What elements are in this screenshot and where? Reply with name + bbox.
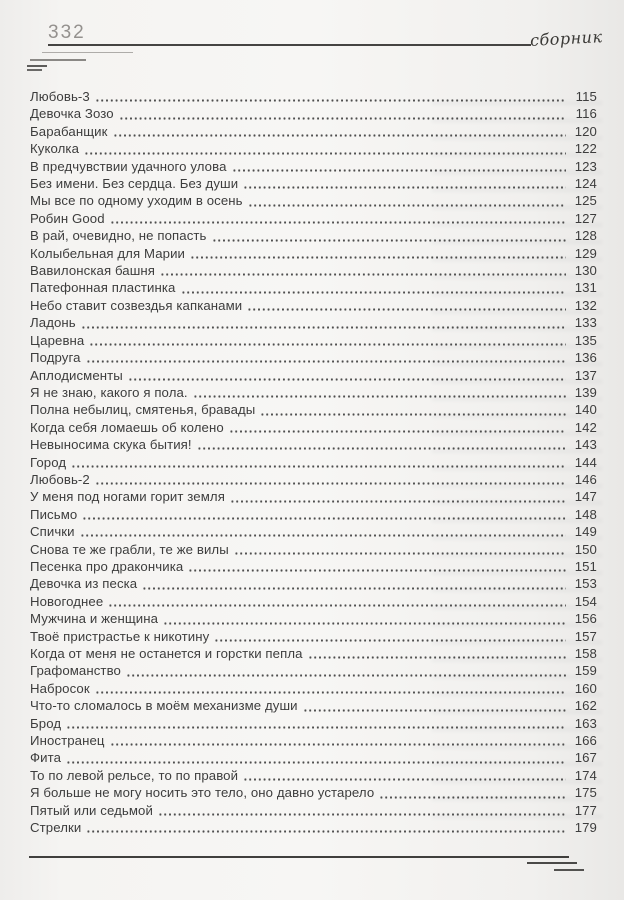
dot-leader: [247, 297, 566, 314]
toc-entry-page: 154: [574, 593, 597, 609]
toc-row: [30, 262, 597, 279]
dot-leader: [119, 105, 566, 122]
dot-leader: [71, 454, 566, 471]
toc-row: [30, 541, 597, 558]
toc-entry-page: 133: [574, 315, 597, 331]
toc-entry-title: Твоё пристрастье к никотину: [30, 628, 210, 644]
toc-row: [30, 140, 597, 157]
dot-leader: [84, 140, 566, 157]
toc-row: [30, 332, 597, 349]
toc-row: [30, 454, 597, 471]
toc-entry-page: 139: [574, 384, 597, 400]
dot-leader: [163, 610, 566, 627]
toc-entry-page: 151: [574, 558, 597, 574]
toc-entry-title: Подруга: [30, 350, 81, 366]
toc-entry-title: Ладонь: [30, 315, 76, 331]
dot-leader: [188, 558, 566, 575]
toc-entry-page: 177: [574, 802, 597, 818]
toc-entry-page: 130: [574, 263, 597, 279]
toc-row: [30, 819, 597, 836]
dot-leader: [95, 88, 566, 105]
footer-flourish-line-3: [554, 869, 584, 871]
toc-entry-page: 157: [574, 628, 597, 644]
toc-row: [30, 610, 597, 627]
toc-row: [30, 662, 597, 679]
toc-entry-page: 128: [574, 228, 597, 244]
dot-leader: [110, 210, 566, 227]
toc-entry-page: 120: [574, 123, 597, 139]
dot-leader: [142, 575, 566, 592]
toc-entry-title: Набросок: [30, 680, 90, 696]
toc-row: [30, 749, 597, 766]
toc-entry-title: Новогоднее: [30, 593, 104, 609]
toc-entry-title: Вавилонская башня: [30, 263, 156, 279]
header-rule: [48, 44, 531, 46]
toc-entry-page: 179: [574, 820, 597, 836]
toc-entry-page: 132: [574, 297, 597, 313]
toc-entry-page: 135: [574, 332, 597, 348]
toc-entry-title: Девочка Зозо: [30, 106, 114, 122]
dot-leader: [234, 541, 566, 558]
dot-leader: [197, 436, 566, 453]
toc-entry-page: 167: [574, 750, 597, 766]
dot-leader: [113, 123, 566, 140]
dot-leader: [108, 593, 566, 610]
dot-leader: [308, 645, 566, 662]
toc-row: [30, 471, 597, 488]
toc-row: [30, 628, 597, 645]
toc-row: [30, 279, 597, 296]
toc-row: [30, 192, 597, 209]
toc-entry-title: Небо ставит созвездья капканами: [30, 297, 243, 313]
toc-row: [30, 436, 597, 453]
toc-row: [30, 105, 597, 122]
running-title: сборник: [529, 27, 603, 50]
toc-entry-title: Барабанщик: [30, 123, 108, 139]
toc-row: [30, 314, 597, 331]
toc-entry-title: Пятый или седьмой: [30, 802, 153, 818]
toc-entry-title: Песенка про дракончика: [30, 558, 184, 574]
toc-entry-page: 144: [574, 454, 597, 470]
dot-leader: [243, 175, 566, 192]
toc-entry-title: Город: [30, 454, 67, 470]
dot-leader: [190, 245, 566, 262]
header-flourish-dash-1: [27, 65, 47, 67]
toc-entry-page: 124: [574, 176, 597, 192]
dot-leader: [86, 819, 566, 836]
toc-entry-title: Полна небылиц, смятенья, бравады: [30, 402, 256, 418]
toc-entry-title: Царевна: [30, 332, 85, 348]
toc-row: [30, 732, 597, 749]
toc-row: [30, 384, 597, 401]
toc-entry-page: 143: [574, 437, 597, 453]
dot-leader: [81, 314, 566, 331]
toc-entry-page: 153: [574, 576, 597, 592]
dot-leader: [379, 784, 566, 801]
dot-leader: [212, 227, 566, 244]
dot-leader: [95, 680, 566, 697]
toc-row: [30, 158, 597, 175]
dot-leader: [248, 192, 566, 209]
toc-row: [30, 802, 597, 819]
dot-leader: [110, 732, 566, 749]
footer-flourish-line-1: [29, 856, 569, 858]
page-number: 332: [48, 22, 86, 43]
toc-entry-page: 115: [575, 89, 597, 104]
toc-row: [30, 645, 597, 662]
toc-entry-title: То по левой рельсе, то по правой: [30, 767, 239, 783]
dot-leader: [232, 158, 566, 175]
toc-entry-title: Невыносима скука бытия!: [30, 437, 192, 453]
header-flourish-line-1: [42, 52, 133, 53]
dot-leader: [82, 506, 566, 523]
toc-row: [30, 210, 597, 227]
toc-row: [30, 123, 597, 140]
toc-entry-page: 136: [574, 350, 597, 366]
toc-entry-title: Мы все по одному уходим в осень: [30, 193, 243, 209]
dot-leader: [193, 384, 566, 401]
dot-leader: [243, 767, 566, 784]
dot-leader: [260, 401, 566, 418]
toc-entry-title: Стрелки: [30, 820, 82, 836]
toc-entry-page: 142: [574, 419, 597, 435]
dot-leader: [229, 419, 566, 436]
dot-leader: [303, 697, 566, 714]
dot-leader: [80, 523, 566, 540]
toc-row: [30, 245, 597, 262]
toc-entry-page: 137: [574, 367, 597, 383]
toc-row: [30, 715, 597, 732]
toc-row: [30, 593, 597, 610]
toc-row: [30, 680, 597, 697]
toc-entry-title: Я не знаю, какого я пола.: [30, 384, 188, 400]
toc-entry-title: Письмо: [30, 506, 78, 522]
toc-entry-title: Спички: [30, 524, 75, 540]
toc-entry-title: Робин Good: [30, 210, 105, 226]
toc-entry-page: 159: [574, 663, 597, 679]
dot-leader: [181, 279, 567, 296]
dot-leader: [158, 802, 566, 819]
toc-entry-page: 125: [574, 193, 597, 209]
toc-row: [30, 767, 597, 784]
toc-entry-title: Брод: [30, 715, 62, 731]
toc-entry-title: Аплодисменты: [30, 367, 123, 383]
toc-entry-title: В предчувствии удачного улова: [30, 158, 227, 174]
dot-leader: [214, 628, 566, 645]
toc-entry-title: Патефонная пластинка: [30, 280, 176, 296]
toc-entry-title: Я больше не могу носить это тело, оно давно устарело: [30, 785, 375, 801]
dot-leader: [160, 262, 566, 279]
toc-row: [30, 367, 597, 384]
dot-leader: [230, 488, 566, 505]
toc-row: [30, 488, 597, 505]
dot-leader: [66, 749, 566, 766]
toc-entry-page: 127: [574, 210, 597, 226]
toc-entry-page: 166: [574, 733, 597, 749]
toc-entry-page: 148: [574, 506, 597, 522]
toc-entry-title: Девочка из песка: [30, 576, 138, 592]
toc-entry-page: 158: [574, 646, 597, 661]
toc-entry-title: Колыбельная для Марии: [30, 245, 186, 261]
toc-row: [30, 697, 597, 714]
toc-entry-page: 175: [574, 785, 597, 801]
toc-row: [30, 575, 597, 592]
footer-flourish-line-2: [527, 862, 577, 864]
toc-row: [30, 88, 597, 105]
toc-entry-title: Любовь-2: [30, 471, 90, 487]
toc-entry-page: 156: [574, 611, 597, 627]
toc-row: [30, 297, 597, 314]
toc-entry-page: 146: [574, 471, 597, 487]
toc-row: [30, 349, 597, 366]
dot-leader: [126, 662, 566, 679]
toc-row: [30, 227, 597, 244]
toc-entry-page: 131: [574, 280, 597, 296]
toc-entry-title: У меня под ногами горит земля: [30, 489, 225, 505]
toc-entry-title: Когда себя ломаешь об колено: [30, 419, 224, 435]
dot-leader: [89, 332, 566, 349]
toc-row: [30, 419, 597, 436]
toc-entry-title: Любовь-3: [30, 89, 90, 104]
toc-row: [30, 523, 597, 540]
toc-entry-page: 174: [574, 767, 597, 783]
toc-entry-title: Иностранец: [30, 733, 105, 749]
toc-entry-page: 162: [574, 698, 597, 714]
toc-entry-title: Без имени. Без сердца. Без души: [30, 176, 239, 192]
toc-entry-page: 150: [574, 541, 597, 557]
toc-entry-title: Когда от меня не останется и горстки пепла: [30, 646, 303, 661]
toc-row: [30, 506, 597, 523]
toc-list: [30, 88, 597, 836]
toc-row: [30, 401, 597, 418]
toc-entry-page: 149: [574, 524, 597, 540]
toc-entry-page: 140: [574, 402, 597, 418]
toc-entry-title: Что-то сломалось в моём механизме души: [30, 698, 298, 714]
toc-row: [30, 175, 597, 192]
toc-entry-page: 163: [574, 715, 597, 731]
toc-row: [30, 784, 597, 801]
toc-entry-title: Снова те же грабли, те же вилы: [30, 541, 229, 557]
toc-entry-page: 122: [574, 141, 597, 157]
dot-leader: [66, 715, 566, 732]
header-flourish-dash-2: [27, 69, 42, 71]
toc-entry-title: В рай, очевидно, не попасть: [30, 228, 207, 244]
toc-entry-page: 123: [574, 158, 597, 174]
toc-entry-page: 129: [574, 245, 597, 261]
dot-leader: [95, 471, 566, 488]
toc-entry-page: 147: [574, 489, 597, 505]
toc-entry-page: 116: [575, 106, 597, 122]
dot-leader: [86, 349, 566, 366]
toc-entry-page: 160: [574, 680, 597, 696]
dot-leader: [128, 367, 566, 384]
toc-entry-title: Куколка: [30, 141, 80, 157]
toc-entry-title: Фита: [30, 750, 62, 766]
header-flourish-line-2: [30, 59, 86, 61]
toc-entry-title: Мужчина и женщина: [30, 611, 159, 627]
toc-row: [30, 558, 597, 575]
toc-entry-title: Графоманство: [30, 663, 121, 679]
